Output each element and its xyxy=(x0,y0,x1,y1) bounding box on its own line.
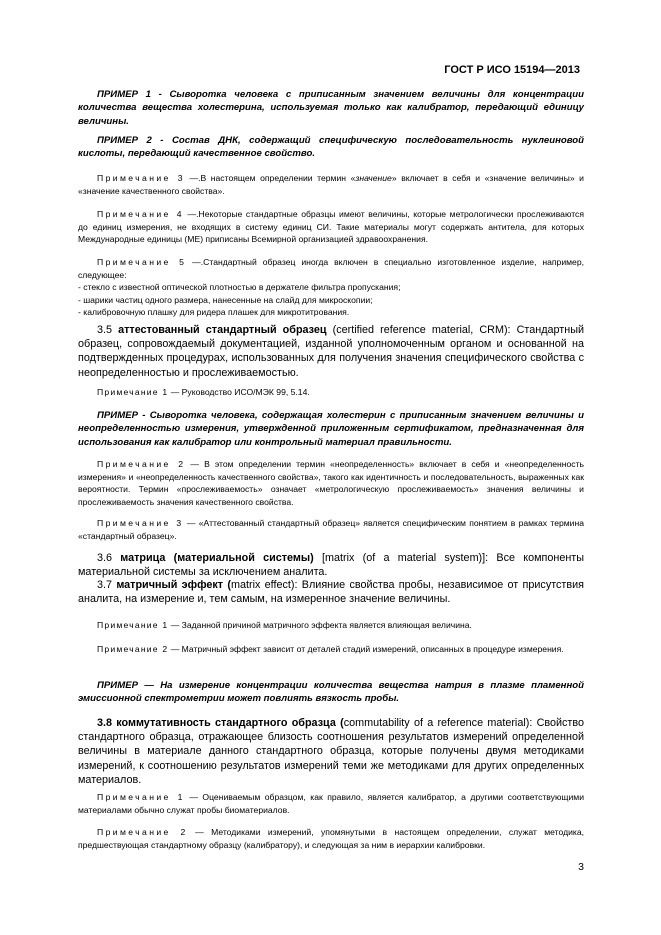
note-4 xyxy=(78,208,584,246)
note-3-text-a: —.В настоящем определении термин « xyxy=(184,173,356,183)
note-3-7-1 xyxy=(78,619,584,632)
note-3-text-b: » включает в себя и «значение величины» и «значение качественного свойства». xyxy=(78,173,584,196)
note-3-5-3-lead: Примечание 3 xyxy=(97,518,184,528)
note-3-5-1 xyxy=(78,386,584,399)
note-5-list xyxy=(78,281,584,319)
note-3-5-2-text: — В этом определении термин «неопределенность» включает в себя и «неопределенность измерения» и «неопределенность качественного свойства», такого как идентичность и последовательность, выраженных как вероятности. Термин «прослеживаемость» означает «метрологическую прослеживаемость» значения величины и прослеживаемость значения качественного свойства. xyxy=(78,459,584,507)
note-3 xyxy=(78,172,584,197)
term-3-5 xyxy=(78,323,584,380)
note-3-8-2-text: — Методиками измерений, упомянутыми в настоящем определении, служат методика, предшествующая стандартному образцу (калибратору), и следующая за ним в иерархии калибровки. xyxy=(78,827,584,850)
note-3-8-2 xyxy=(78,826,584,851)
note-3-term: значение xyxy=(355,173,392,183)
list-item: - стекло с известной оптической плотностью в держателе фильтра пропускания; xyxy=(78,282,401,293)
note-3-5-2 xyxy=(78,458,584,508)
term-3-8 xyxy=(78,716,584,787)
term-3-6-text: [matrix (of a material system)]: Все компоненты материальной системы за исключением аналита. xyxy=(78,552,585,579)
note-3-lead: Примечание 3 xyxy=(97,173,185,183)
example-3-7: ПРИМЕР — На измерение концентрации количества вещества натрия в плазме пламенной эмиссионной спектрометрии может повлиять вязкость пробы. xyxy=(78,680,584,705)
note-5-text: —.Стандартный образец иногда включен в специально изготовленное изделие, например, следующее: xyxy=(78,257,584,280)
list-item: - калибровочную плашку для ридера плашек для микротитрования. xyxy=(78,307,350,318)
standard-header: ГОСТ Р ИСО 15194—2013 xyxy=(444,64,580,76)
note-3-8-1 xyxy=(78,791,584,816)
note-3-7-2-lead: Примечание 2 xyxy=(97,644,169,654)
term-3-6-number: 3.6 xyxy=(97,552,121,564)
note-4-text: —.Некоторые стандартные образцы имеют величины, которые метрологически прослеживаются до единиц измерения, не входящих в систему единиц СИ. Такие материалы могут содержать антитела, для которых Международные единицы (МЕ) приписаны Всемирной организацией здравоохранения. xyxy=(78,209,584,245)
note-4-lead: Примечание 4 xyxy=(97,209,184,219)
term-3-5-name: аттестованный стандартный образец xyxy=(118,324,327,336)
term-3-7-text: matrix effect): Влияние свойства пробы, независимое от присутствия аналита, на измерение и, тем самым, на измеренное значение величины. xyxy=(78,579,584,606)
page-number: 3 xyxy=(578,861,584,873)
term-3-6-name: матрица (материальной системы) xyxy=(120,552,314,564)
note-5-lead: Примечание 5 xyxy=(97,257,187,267)
note-3-5-1-text: — Руководство ИСО/МЭК 99, 5.14. xyxy=(168,387,310,397)
list-item: - шарики частиц одного размера, нанесенные на слайд для микроскопии; xyxy=(78,294,373,305)
term-3-5-text: (certified reference material, CRM): Стандартный образец, сопровождаемый документацией, изданной уполномоченным органом и основанной на подтвержденных процедурах, использованных для получения значения специфического свойства с неопределенностью и прослеживаемостью. xyxy=(78,324,584,379)
example-1: ПРИМЕР 1 - Сыворотка человека с приписанным значением величины для концентрации количества вещества холестерина, используемая только как калибратор, передающий единицу величины. xyxy=(78,89,584,127)
note-3-8-2-lead: Примечание 2 xyxy=(97,827,188,837)
note-3-7-2-text: — Матричный эффект зависит от деталей стадий измерений, описанных в процедуре измерения. xyxy=(168,644,564,654)
note-3-8-1-lead: Примечание 1 xyxy=(97,792,185,802)
note-5 xyxy=(78,256,584,319)
term-3-7-number: 3.7 xyxy=(97,579,117,591)
note-3-5-3 xyxy=(78,517,584,542)
term-3-8-text: commutability of a reference material): Свойство стандартного образца, отражающее близость соотношения результатов измерений определенной величины в материале данного стандартного образца, которые получены двумя методиками измерений, к соотношению результатов измерений теми же методиками для других определенных материалов. xyxy=(78,717,584,786)
term-3-6 xyxy=(78,551,584,579)
term-3-7 xyxy=(78,578,584,606)
example-2: ПРИМЕР 2 - Состав ДНК, содержащий специфическую последовательность нуклеиновой кислоты, передающий качественное свойство. xyxy=(78,135,584,160)
term-3-7-name: матричный эффект ( xyxy=(116,579,231,591)
term-3-8-name: 3.8 коммутативность стандартного образца ( xyxy=(97,717,344,729)
note-3-7-1-lead: Примечание 1 xyxy=(97,620,169,630)
note-3-7-1-text: — Заданной причиной матричного эффекта является влияющая величина. xyxy=(168,620,472,630)
note-3-5-2-lead: Примечание 2 xyxy=(97,459,186,469)
note-3-7-2 xyxy=(78,643,584,656)
note-3-5-1-lead: Примечание 1 xyxy=(97,387,169,397)
term-3-5-number: 3.5 xyxy=(97,324,119,336)
example-3-5: ПРИМЕР - Сыворотка человека, содержащая холестерин с приписанным значением величины и неопределенностью измерения, утвержденной приложенным сертификатом, предназначенная для использования как калибратор или контрольный материал правильности. xyxy=(78,410,584,448)
note-3-8-1-text: — Оцениваемым образцом, как правило, является калибратор, а другими соответствующими материалами обычно служат пробы биоматериалов. xyxy=(78,792,584,815)
note-3-5-3-text: — «Аттестованный стандартный образец» является специфическим понятием в рамках термина «стандартный образец». xyxy=(78,518,584,541)
